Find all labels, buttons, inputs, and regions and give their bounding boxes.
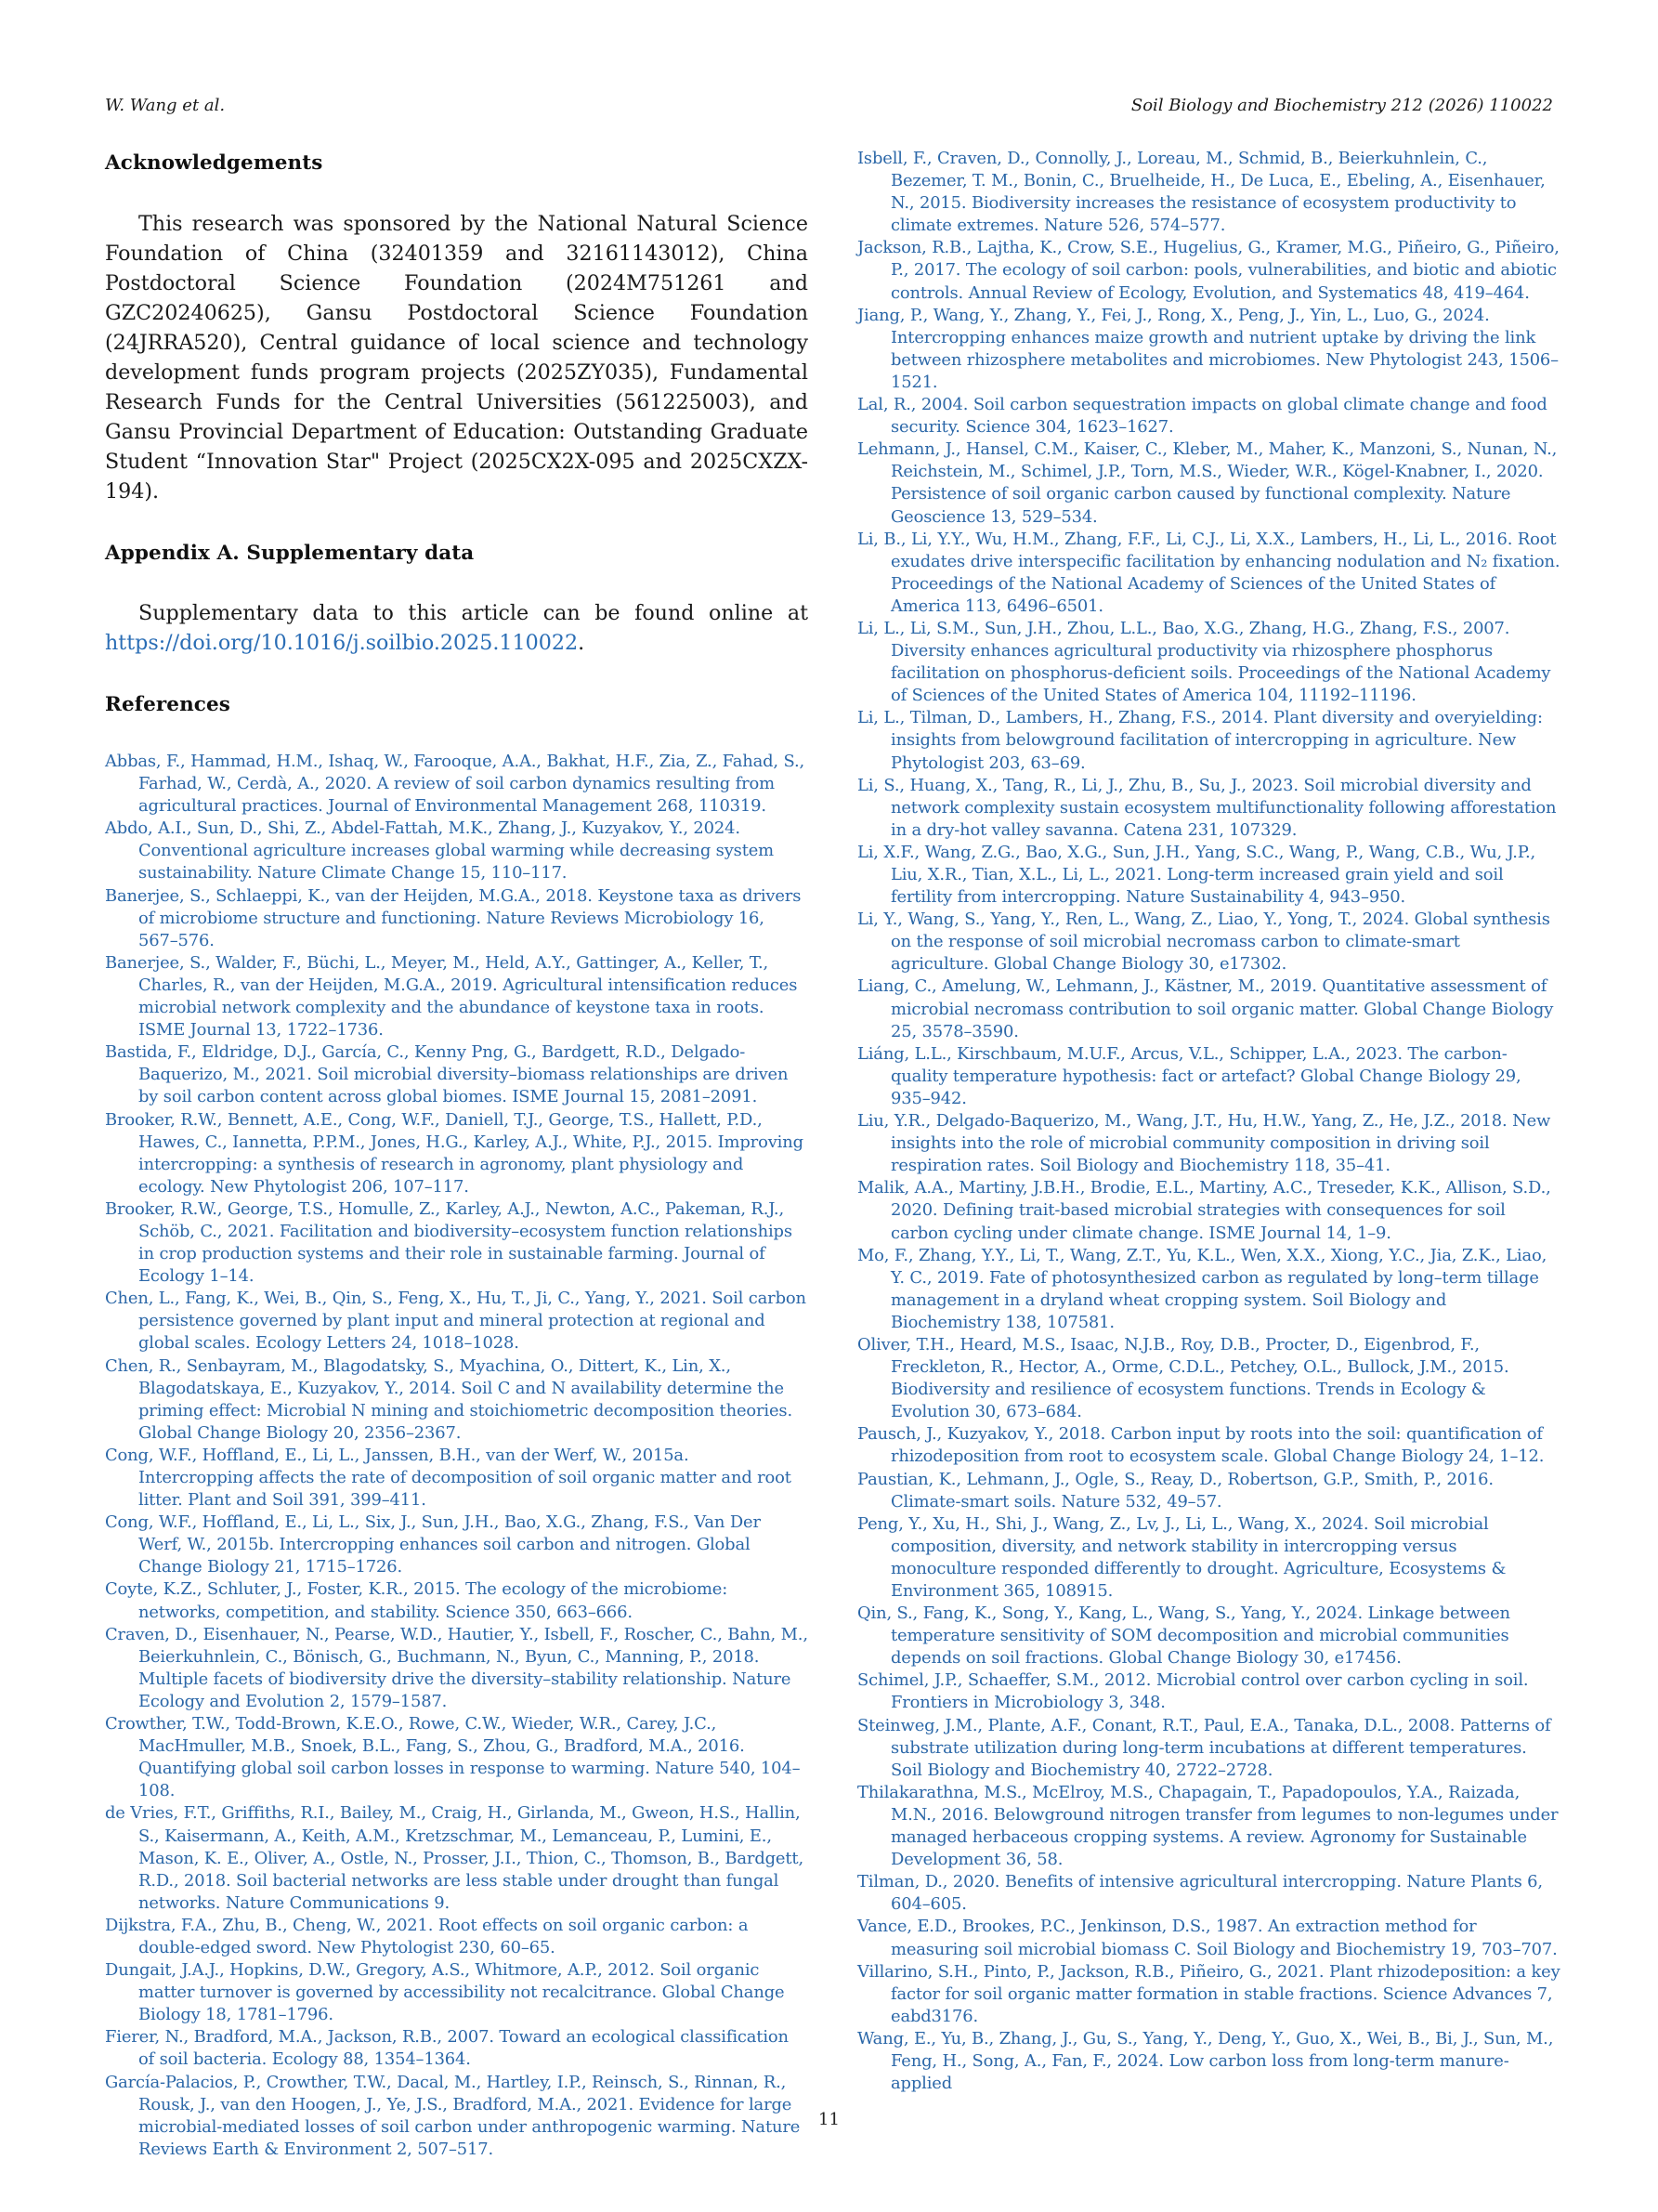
reference-item[interactable]: Cong, W.F., Hoffland, E., Li, L., Six, J., Sun, J.H., Bao, X.G., Zhang, F.S., Van Der Werf, W., 2015b. Intercropping enhances soil carbon and nitrogen. Global Change Biology 21, 1715–1726.: [105, 1512, 761, 1577]
reference-item[interactable]: Jackson, R.B., Lajtha, K., Crow, S.E., Hugelius, G., Kramer, M.G., Piñeiro, G., Piñeiro, P., 2017. The ecology of soil carbon: pools, vulnerabilities, and biotic and abiotic controls. Annual Review of Ecology, Evolution, and Systematics 48, 419–464.: [857, 238, 1560, 303]
reference-item[interactable]: Li, S., Huang, X., Tang, R., Li, J., Zhu, B., Su, J., 2023. Soil microbial diversity and network complexity sustain ecosystem multifunctionality following afforestation in a dry-hot valley savanna. Catena 231, 107329.: [857, 775, 1557, 840]
reference-item[interactable]: Qin, S., Fang, K., Song, Y., Kang, L., Wang, S., Yang, Y., 2024. Linkage between temperature sensitivity of SOM decomposition and microbial communities depends on soil fractions. Global Change Biology 30, e17456.: [857, 1603, 1510, 1669]
appendix-text: [105, 598, 808, 658]
acknowledgements-heading: Acknowledgements: [105, 151, 323, 175]
reference-item[interactable]: Lehmann, J., Hansel, C.M., Kaiser, C., Kleber, M., Maher, K., Manzoni, S., Nunan, N., Reichstein, M., Schimel, J.P., Torn, M.S., Wieder, W.R., Kögel-Knabner, I., 2020. Persistence of soil organic carbon caused by functional complexity. Nature Geoscience 13, 529–534.: [857, 439, 1558, 527]
reference-item[interactable]: Li, X.F., Wang, Z.G., Bao, X.G., Sun, J.H., Yang, S.C., Wang, P., Wang, C.B., Wu, J.P., Liu, X.R., Tian, X.L., Li, L., 2021. Long-term increased grain yield and soil fertility from intercropping. Nature Sustainability 4, 943–950.: [857, 842, 1536, 908]
reference-item[interactable]: Liang, C., Amelung, W., Lehmann, J., Kästner, M., 2019. Quantitative assessment of microbial necromass contribution to soil organic matter. Global Change Biology 25, 3578–3590.: [857, 976, 1554, 1041]
appendix-text-end: .: [578, 631, 585, 655]
reference-item[interactable]: Schimel, J.P., Schaeffer, S.M., 2012. Microbial control over carbon cycling in soil. Frontiers in Microbiology 3, 348.: [857, 1670, 1529, 1713]
reference-item[interactable]: Wang, E., Yu, B., Zhang, J., Gu, S., Yang, Y., Deng, Y., Guo, X., Wei, B., Bi, J., Sun, M., Feng, H., Song, A., Fan, F., 2024. Low carbon loss from long-term manure-applied: [857, 2028, 1554, 2094]
reference-item[interactable]: Lal, R., 2004. Soil carbon sequestration impacts on global climate change and food security. Science 304, 1623–1627.: [857, 395, 1547, 438]
reference-item[interactable]: Steinweg, J.M., Plante, A.F., Conant, R.T., Paul, E.A., Tanaka, D.L., 2008. Patterns of substrate utilization during long-term incubations at different temperatures. Soil Biology and Biochemistry 40, 2722–2728.: [857, 1715, 1551, 1780]
reference-item[interactable]: Jiang, P., Wang, Y., Zhang, Y., Fei, J., Rong, X., Peng, J., Yin, L., Luo, G., 2024. Intercropping enhances maize growth and nutrient uptake by driving the link between rhizosphere metabolites and microbiomes. New Phytologist 243, 1506–1521.: [857, 305, 1559, 392]
page-number: 11: [818, 2110, 840, 2129]
reference-item[interactable]: Abbas, F., Hammad, H.M., Ishaq, W., Farooque, A.A., Bakhat, H.F., Zia, Z., Fahad, S., Farhad, W., Cerdà, A., 2020. A review of soil carbon dynamics resulting from agricultural practices. Journal of Environmental Management 268, 110319.: [105, 752, 805, 817]
reference-item[interactable]: Li, B., Li, Y.Y., Wu, H.M., Zhang, F.F., Li, C.J., Li, X.X., Lambers, H., Li, L., 2016. Root exudates drive interspecific facilitation by enhancing nodulation and N₂ fixation. Proceedings of the National Academy of Sciences of the United States of America 113, 6496–6501.: [857, 529, 1560, 616]
reference-item[interactable]: Chen, R., Senbayram, M., Blagodatsky, S., Myachina, O., Dittert, K., Lin, X., Blagodatskaya, E., Kuzyakov, Y., 2014. Soil C and N availability determine the priming effect: Microbial N mining and stoichiometric decomposition theories. Global Change Biology 20, 2356–2367.: [105, 1355, 792, 1443]
reference-item[interactable]: Abdo, A.I., Sun, D., Shi, Z., Abdel-Fattah, M.K., Zhang, J., Kuzyakov, Y., 2024. Conventional agriculture increases global warming while decreasing system sustainability. Nature Climate Change 15, 110–117.: [105, 818, 774, 883]
reference-item[interactable]: García-Palacios, P., Crowther, T.W., Dacal, M., Hartley, I.P., Reinsch, S., Rinnan, R., Rousk, J., van den Hoogen, J., Ye, J.S., Bradford, M.A., 2021. Evidence for large microbial-mediated losses of soil carbon under anthropogenic warming. Nature Reviews Earth & Environment 2, 507–517.: [105, 2072, 801, 2159]
reference-item[interactable]: Li, Y., Wang, S., Yang, Y., Ren, L., Wang, Z., Liao, Y., Yong, T., 2024. Global synthesis on the response of soil microbial necromass carbon to climate-smart agriculture. Global Change Biology 30, e17302.: [857, 910, 1550, 975]
reference-item[interactable]: Vance, E.D., Brookes, P.C., Jenkinson, D.S., 1987. An extraction method for measuring soil microbial biomass C. Soil Biology and Biochemistry 19, 703–707.: [857, 1917, 1558, 1959]
reference-item[interactable]: Dijkstra, F.A., Zhu, B., Cheng, W., 2021. Root effects on soil organic carbon: a double-edged sword. New Phytologist 230, 60–65.: [105, 1915, 749, 1957]
reference-item[interactable]: Pausch, J., Kuzyakov, Y., 2018. Carbon input by roots into the soil: quantification of rhizodeposition from root to ecosystem scale. Global Change Biology 24, 1–12.: [857, 1424, 1545, 1467]
reference-item[interactable]: Liu, Y.R., Delgado-Baquerizo, M., Wang, J.T., Hu, H.W., Yang, Z., He, J.Z., 2018. New insights into the role of microbial community composition in driving soil respiration rates. Soil Biology and Biochemistry 118, 35–41.: [857, 1111, 1551, 1176]
references-heading: References: [105, 693, 230, 716]
reference-item[interactable]: Paustian, K., Lehmann, J., Ogle, S., Reay, D., Robertson, G.P., Smith, P., 2016. Climate-smart soils. Nature 532, 49–57.: [857, 1469, 1494, 1512]
acknowledgements-text: This research was sponsored by the National Natural Science Foundation of China (32401359 and 32161143012), China Postdoctoral Science Foundation (2024M751261 and GZC20240625), Gansu Postdoctoral Science Foundation (24JRRA520), Central guidance of local science and technology development funds program projects (2025ZY035), Fundamental Research Funds for the Central Universities (561225003), and Gansu Provincial Department of Education: Outstanding Graduate Student “Innovation Star" Project (2025CX2X-095 and 2025CXZX-194).: [105, 212, 808, 504]
reference-item[interactable]: Fierer, N., Bradford, M.A., Jackson, R.B., 2007. Toward an ecological classification of soil bacteria. Ecology 88, 1354–1364.: [105, 2027, 789, 2070]
reference-item[interactable]: Peng, Y., Xu, H., Shi, J., Wang, Z., Lv, J., Li, L., Wang, X., 2024. Soil microbial composition, diversity, and network stability in intercropping versus monoculture responded differently to drought. Agriculture, Ecosystems & Environment 365, 108915.: [857, 1513, 1507, 1601]
reference-item[interactable]: Li, L., Tilman, D., Lambers, H., Zhang, F.S., 2014. Plant diversity and overyielding: insights from belowground facilitation of intercropping in agriculture. New Phytologist 203, 63–69.: [857, 708, 1543, 773]
left-column: [105, 141, 808, 2161]
right-column: [857, 148, 1560, 2095]
reference-item[interactable]: Craven, D., Eisenhauer, N., Pearse, W.D., Hautier, Y., Isbell, F., Roscher, C., Bahn, M., Beierkuhnlein, C., Bönisch, G., Buchmann, N., Byun, C., Manning, P., 2018. Multiple facets of biodiversity drive the diversity–stability relationship. Nature Ecology and Evolution 2, 1579–1587.: [105, 1624, 808, 1711]
reference-item[interactable]: Cong, W.F., Hoffland, E., Li, L., Janssen, B.H., van der Werf, W., 2015a. Intercropping affects the rate of decomposition of soil organic matter and root litter. Plant and Soil 391, 399–411.: [105, 1445, 791, 1511]
reference-item[interactable]: Crowther, T.W., Todd-Brown, K.E.O., Rowe, C.W., Wieder, W.R., Carey, J.C., MacHmuller, M.B., Snoek, B.L., Fang, S., Zhou, G., Bradford, M.A., 2016. Quantifying global soil carbon losses in response to warming. Nature 540, 104–108.: [105, 1714, 801, 1801]
reference-item[interactable]: Dungait, J.A.J., Hopkins, D.W., Gregory, A.S., Whitmore, A.P., 2012. Soil organic matter turnover is governed by accessibility not recalcitrance. Global Change Biology 18, 1781–1796.: [105, 1960, 785, 2025]
reference-item[interactable]: de Vries, F.T., Griffiths, R.I., Bailey, M., Craig, H., Girlanda, M., Gweon, H.S., Hallin, S., Kaisermann, A., Keith, A.M., Kretzschmar, M., Lemanceau, P., Lumini, E., Mason, K. E., Oliver, A., Ostle, N., Prosser, J.I., Thion, C., Thomson, B., Bardgett, R.D., 2018. Soil bacterial networks are less stable under drought than fungal networks. Nature Communications 9.: [105, 1803, 803, 1913]
appendix-text-lead: Supplementary data to this article can be found online at: [138, 601, 808, 625]
references-list-left: [105, 751, 808, 2161]
reference-item[interactable]: Brooker, R.W., Bennett, A.E., Cong, W.F., Daniell, T.J., George, T.S., Hallett, P.D., Hawes, C., Iannetta, P.P.M., Jones, H.G., Karley, A.J., White, P.J., 2015. Improving intercropping: a synthesis of research in agronomy, plant physiology and ecology. New Phytologist 206, 107–117.: [105, 1109, 803, 1197]
running-head-journal: Soil Biology and Biochemistry 212 (2026) 110022: [1130, 96, 1553, 115]
reference-item[interactable]: Villarino, S.H., Pinto, P., Jackson, R.B., Piñeiro, G., 2021. Plant rhizodeposition: a key factor for soil organic matter formation in stable fractions. Science Advances 7, eabd3176.: [857, 1961, 1560, 2026]
running-head-authors: W. Wang et al.: [105, 96, 226, 115]
appendix-heading: Appendix A. Supplementary data: [105, 542, 475, 565]
doi-link[interactable]: https://doi.org/10.1016/j.soilbio.2025.110022: [105, 631, 579, 655]
reference-item[interactable]: Liáng, L.L., Kirschbaum, M.U.F., Arcus, V.L., Schipper, L.A., 2023. The carbon-quality temperature hypothesis: fact or artefact? Global Change Biology 29, 935–942.: [857, 1043, 1521, 1108]
reference-item[interactable]: Thilakarathna, M.S., McElroy, M.S., Chapagain, T., Papadopoulos, Y.A., Raizada, M.N., 2016. Belowground nitrogen transfer from legumes to non-legumes under managed herbaceous cropping systems. A review. Agronomy for Sustainable Development 36, 58.: [857, 1782, 1559, 1870]
reference-item[interactable]: Isbell, F., Craven, D., Connolly, J., Loreau, M., Schmid, B., Beierkuhnlein, C., Bezemer, T. M., Bonin, C., Bruelheide, H., De Luca, E., Ebeling, A., Eisenhauer, N., 2015. Biodiversity increases the resistance of ecosystem productivity to climate extremes. Nature 526, 574–577.: [857, 149, 1546, 236]
reference-item[interactable]: Tilman, D., 2020. Benefits of intensive agricultural intercropping. Nature Plants 6, 604–605.: [857, 1872, 1543, 1915]
reference-item[interactable]: Banerjee, S., Walder, F., Büchi, L., Meyer, M., Held, A.Y., Gattinger, A., Keller, T., Charles, R., van der Heijden, M.G.A., 2019. Agricultural intensification reduces microbial network complexity and the abundance of keystone taxa in roots. ISME Journal 13, 1722–1736.: [105, 952, 798, 1041]
reference-item[interactable]: Brooker, R.W., George, T.S., Homulle, Z., Karley, A.J., Newton, A.C., Pakeman, R.J., Schöb, C., 2021. Facilitation and biodiversity–ecosystem function relationships in crop production systems and their role in sustainable farming. Journal of Ecology 1–14.: [105, 1198, 792, 1287]
reference-item[interactable]: Mo, F., Zhang, Y.Y., Li, T., Wang, Z.T., Yu, K.L., Wen, X.X., Xiong, Y.C., Jia, Z.K., Liao, Y. C., 2019. Fate of photosynthesized carbon as regulated by long–term tillage management in a dryland wheat cropping system. Soil Biology and Biochemistry 138, 107581.: [857, 1245, 1547, 1332]
references-list-right: [857, 148, 1560, 2095]
reference-item[interactable]: Malik, A.A., Martiny, J.B.H., Brodie, E.L., Martiny, A.C., Treseder, K.K., Allison, S.D., 2020. Defining trait-based microbial strategies with consequences for soil carbon cycling under climate change. ISME Journal 14, 1–9.: [857, 1178, 1551, 1243]
reference-item[interactable]: Bastida, F., Eldridge, D.J., García, C., Kenny Png, G., Bardgett, R.D., Delgado-Baquerizo, M., 2021. Soil microbial diversity–biomass relationships are driven by soil carbon content across global biomes. ISME Journal 15, 2081–2091.: [105, 1042, 789, 1107]
reference-item[interactable]: Chen, L., Fang, K., Wei, B., Qin, S., Feng, X., Hu, T., Ji, C., Yang, Y., 2021. Soil carbon persistence governed by plant input and mineral protection at regional and global scales. Ecology Letters 24, 1018–1028.: [105, 1289, 806, 1354]
reference-item[interactable]: Coyte, K.Z., Schluter, J., Foster, K.R., 2015. The ecology of the microbiome: networks, competition, and stability. Science 350, 663–666.: [105, 1579, 728, 1622]
reference-item[interactable]: Banerjee, S., Schlaeppi, K., van der Heijden, M.G.A., 2018. Keystone taxa as drivers of microbiome structure and functioning. Nature Reviews Microbiology 16, 567–576.: [105, 885, 802, 950]
reference-item[interactable]: Li, L., Li, S.M., Sun, J.H., Zhou, L.L., Bao, X.G., Zhang, H.G., Zhang, F.S., 2007. Diversity enhances agricultural productivity via rhizosphere phosphorus facilitation on phosphorus-deficient soils. Proceedings of the National Academy of Sciences of the United States of America 104, 11192–11196.: [857, 618, 1551, 706]
reference-item[interactable]: Oliver, T.H., Heard, M.S., Isaac, N.J.B., Roy, D.B., Procter, D., Eigenbrod, F., Freckleton, R., Hector, A., Orme, C.D.L., Petchey, O.L., Bullock, J.M., 2015. Biodiversity and resilience of ecosystem functions. Trends in Ecology & Evolution 30, 673–684.: [857, 1334, 1509, 1422]
